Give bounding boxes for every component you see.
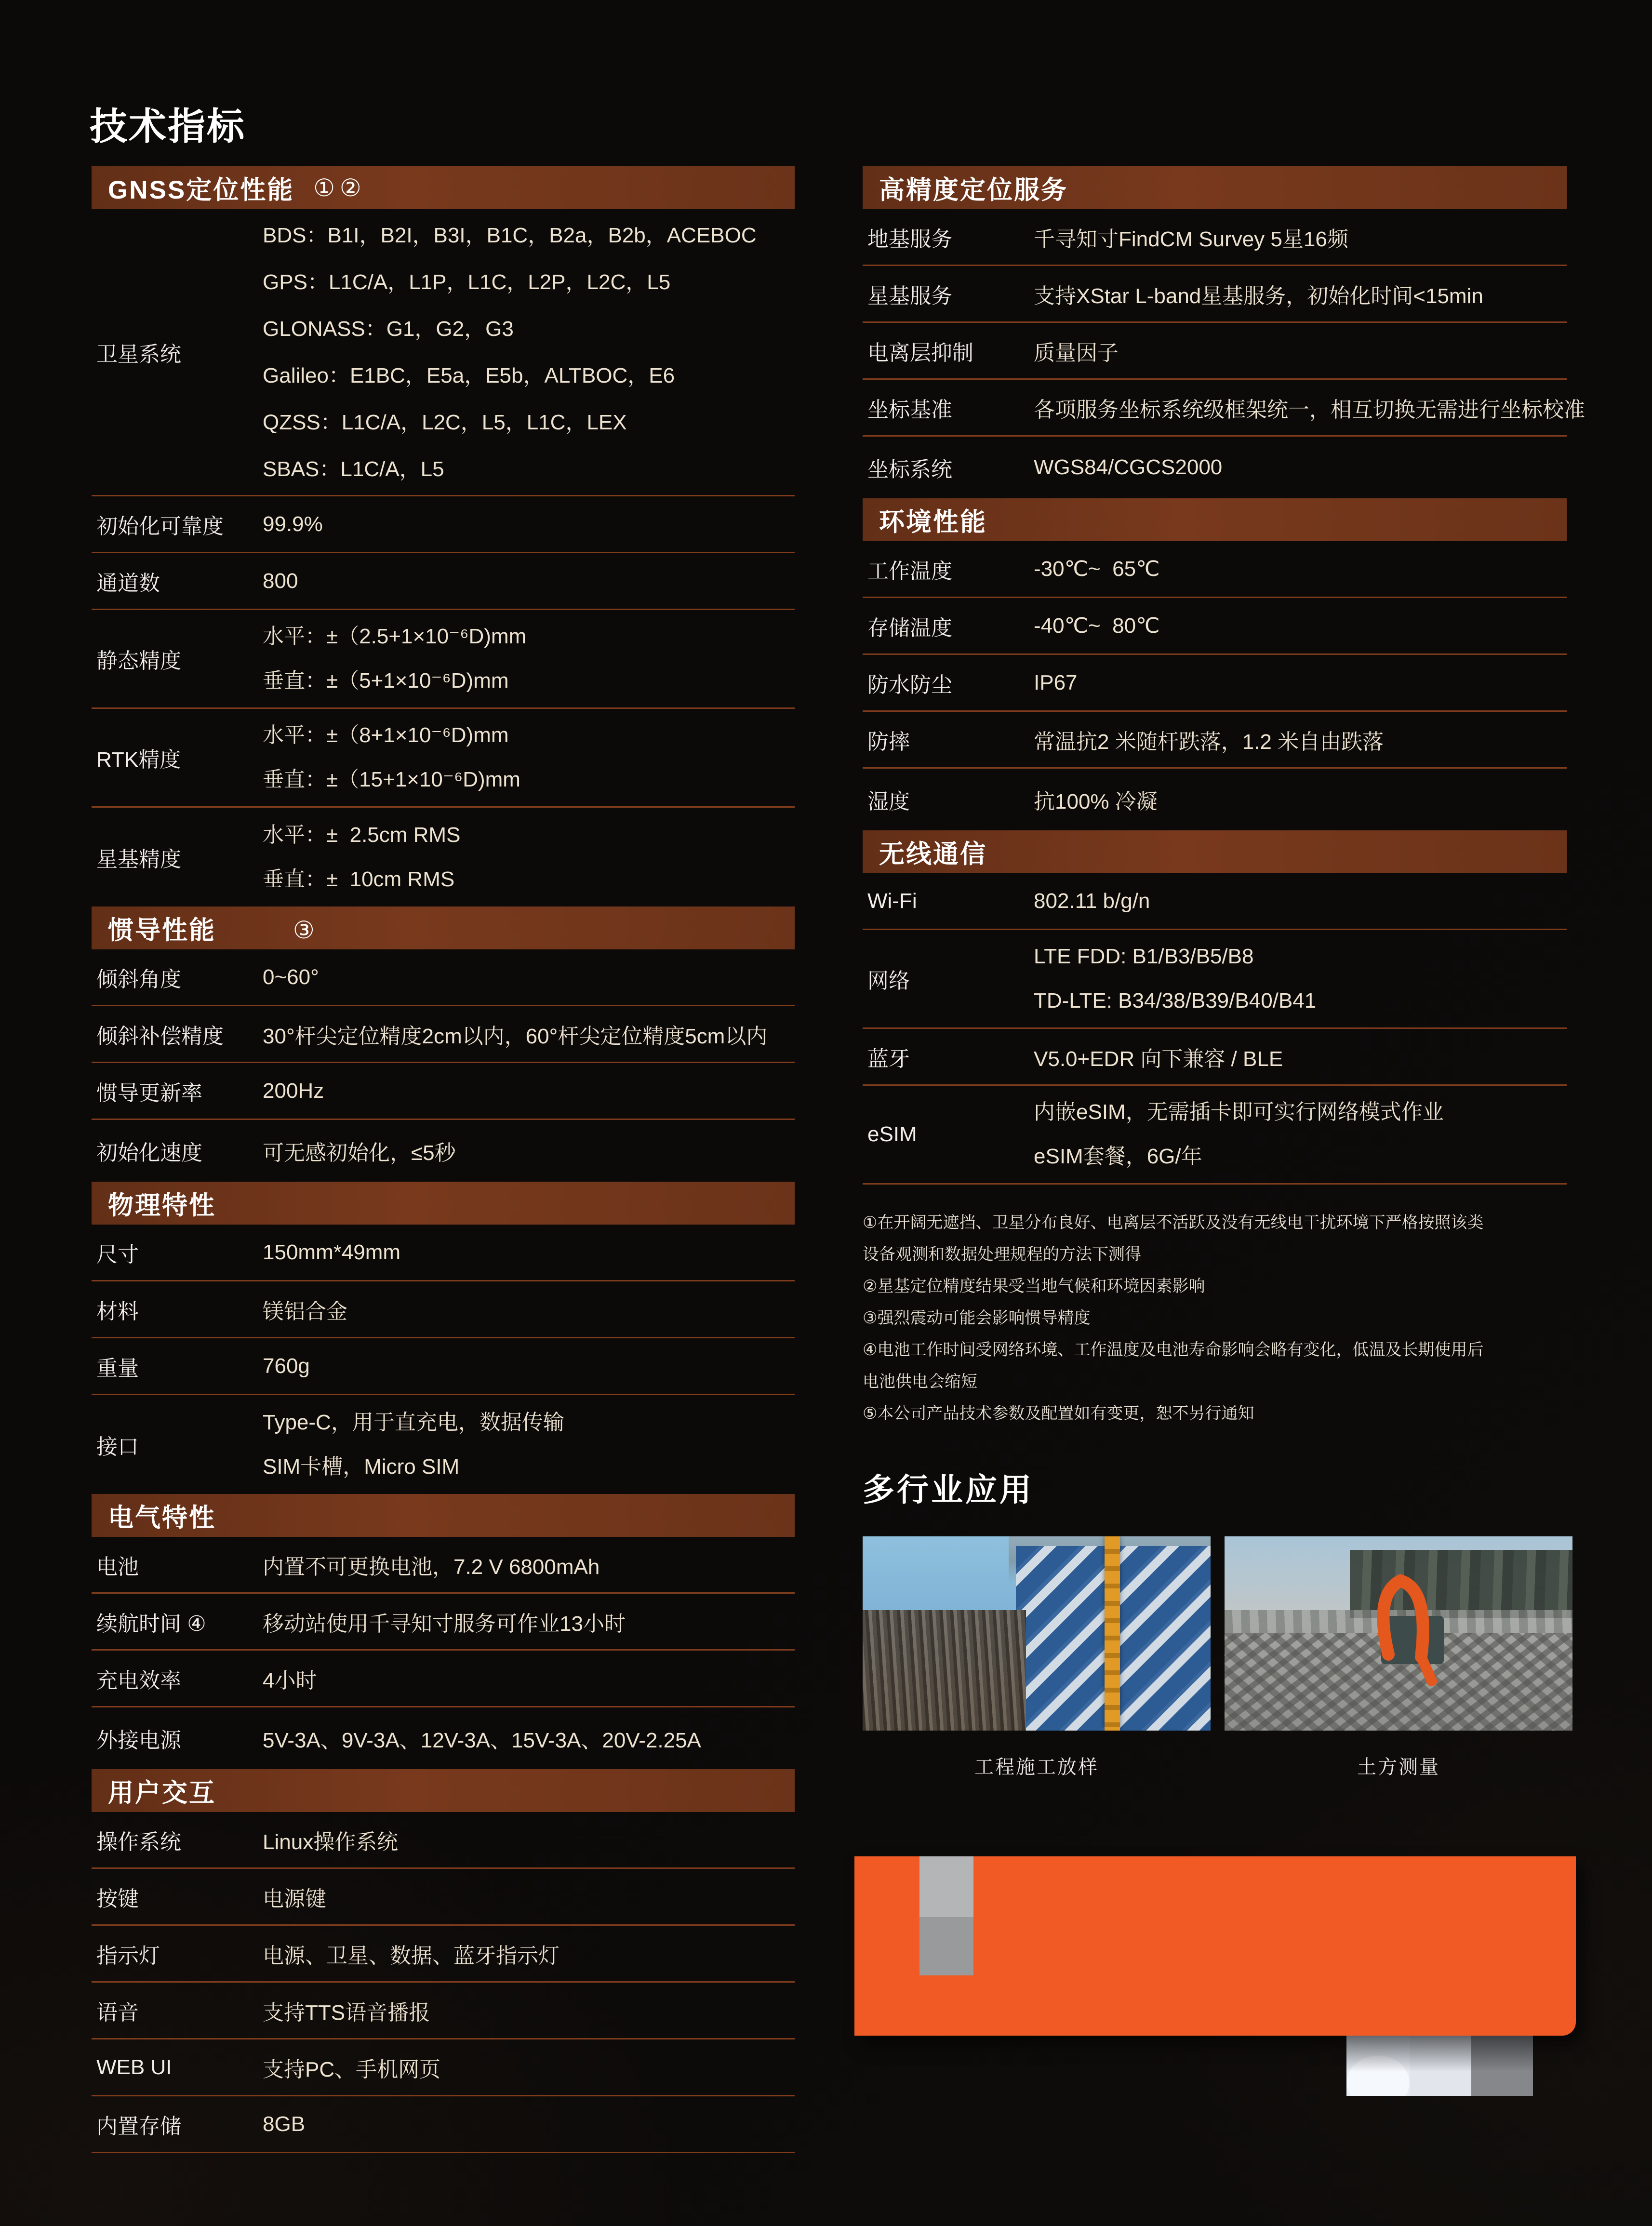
spec-label: 防水防尘 [867,673,952,697]
spec-value: BDS：B1I，B2I，B3I，B1C，B2a，B2b，ACEBOC [263,223,757,247]
spec-values [263,1400,795,1489]
spec-values [263,2052,795,2083]
spec-values [1034,1090,1567,1179]
spec-label: 存储温度 [867,616,952,640]
spec-label: 语音 [96,2000,139,2025]
spec-value: 水平：±（2.5+1×10⁻⁶D)mm [263,625,527,648]
spec-label: 接口 [96,1435,139,1459]
spec-value: 各项服务坐标系统级框架统一，相互切换无需进行坐标校准 [1034,398,1585,422]
section-title: 惯导性能 [108,916,216,945]
spec-row [92,610,795,709]
spec-row [92,1281,795,1338]
spec-value: 支持PC、手机网页 [263,2057,441,2081]
spec-values [263,1079,795,1103]
product-photo-fragment [1346,2036,1533,2096]
section-header [92,1769,795,1812]
product-photo-segment [1346,2036,1410,2096]
construction-stakeout-photo [863,1536,1211,1731]
spec-values [263,614,795,703]
spec-values [1034,1041,1567,1072]
spec-value: 支持XStar L-band星基服务，初始化时间<15min [1034,284,1483,308]
spec-label: 尺寸 [96,1242,139,1266]
section-title: 电气特性 [108,1503,216,1532]
spec-values [263,1240,795,1265]
spec-values [263,1549,795,1580]
left-column [92,166,795,2153]
spec-label: 材料 [96,1299,139,1323]
spec-value: 4小时 [263,1668,317,1693]
spec-values [1034,557,1567,581]
spec-row [92,1063,795,1120]
spec-value: TD-LTE: B34/38/B39/B40/B41 [1034,989,1317,1013]
spec-values [263,2112,795,2136]
spec-label: 星基精度 [96,847,181,871]
footnotes [863,1207,1487,1429]
spec-row [863,323,1567,380]
section-badge-numbers: ①② [313,174,366,201]
spec-label: Wi-Fi [867,889,917,913]
spec-value: 常温抗2 米随杆跌落，1.2 米自由跌落 [1034,730,1384,754]
gray-bar-bottom-segment [919,1917,973,1975]
spec-value: QZSS：L1C/A，L2C，L5，L1C，LEX [263,410,627,434]
spec-values [263,512,795,536]
spec-values [1034,724,1567,755]
spec-value: 802.11 b/g/n [1034,889,1150,913]
spec-values [1034,335,1567,366]
spec-label: 蓝牙 [867,1047,910,1071]
spec-value: -40℃~ 80℃ [1034,614,1160,638]
spec-value: 0~60° [263,965,319,989]
footnote-line: ⑤本公司产品技术参数及配置如有变更，恕不另行通知 [863,1404,1254,1423]
spec-value: eSIM套餐，6G/年 [1034,1145,1202,1168]
spec-value: V5.0+EDR 向下兼容 / BLE [1034,1047,1283,1071]
gray-bar [919,1856,973,1975]
section-header [92,1182,795,1225]
spec-label: 坐标系统 [867,458,952,481]
spec-value: 移动站使用千寻知寸服务可作业13小时 [263,1612,626,1636]
spec-row [863,380,1585,437]
spec-label: 电池 [96,1555,139,1579]
spec-value: Type-C，用于直充电，数据传输 [263,1410,564,1434]
spec-value: SIM卡槽，Micro SIM [263,1454,460,1479]
spec-values [1034,222,1567,253]
footnote-line: ②星基定位精度结果受当地气候和环境因素影响 [863,1277,1205,1295]
section-header [863,166,1567,209]
section-header [92,166,795,209]
footnote-line: ①在开阔无遮挡、卫星分布良好、电离层不活跃及没有无线电干扰环境下严格按照该类设备观测和数据处理规程的方法下测得 [863,1213,1484,1264]
spec-value: 质量因子 [1034,341,1119,365]
excavator-arm [1225,1536,1572,1731]
spec-values [263,1135,795,1166]
spec-value: 内嵌eSIM，无需插卡即可实行网络模式作业 [1034,1100,1444,1124]
industry-title: 多行业应用 [863,1472,1034,1507]
spec-row [863,1086,1567,1185]
spec-values [263,1663,795,1694]
spec-row [92,949,795,1006]
spec-values [263,1606,795,1637]
section-header [863,830,1567,873]
footnote-line: ③强烈震动可能会影响惯导精度 [863,1309,1091,1327]
spec-values [1034,671,1567,695]
spec-values [263,713,795,802]
spec-label: 通道数 [96,571,160,595]
photo-caption: 土方测量 [1357,1756,1440,1778]
product-photo-segment [1410,2036,1471,2096]
spec-row [92,2096,795,2153]
spec-values [263,569,795,593]
spec-row [92,496,795,553]
spec-row [92,2039,795,2096]
section-header [92,906,795,949]
product-photo-segment [1471,2036,1533,2096]
section-title: 无线通信 [879,840,987,868]
spec-row [863,437,1567,498]
spec-row [863,209,1567,266]
spec-row [92,1006,795,1063]
spec-label: 工作温度 [867,559,952,583]
spec-row [92,1120,795,1182]
spec-value: 电源键 [263,1887,326,1911]
spec-value: 99.9% [263,512,323,536]
spec-label: 指示灯 [96,1944,160,1968]
spec-values [1034,279,1567,309]
spec-row [863,1029,1567,1086]
footnote-line: ④电池工作时间受网络环境、工作温度及电池寿命影响会略有变化，低温及长期使用后电池供电会缩短 [863,1341,1484,1391]
spec-label: 坐标基准 [867,398,952,422]
spec-row [863,598,1567,655]
section-header [92,1494,795,1537]
spec-row [863,873,1567,930]
spec-value: 可无感初始化，≤5秒 [263,1141,456,1165]
spec-values [263,1825,795,1855]
spec-row [92,1225,795,1281]
section-header [863,498,1567,541]
spec-label: 按键 [96,1887,139,1911]
spec-value: 千寻知寸FindCM Survey 5星16频 [1034,227,1348,251]
spec-value: 支持TTS语音播报 [263,2000,430,2025]
spec-row [92,209,795,496]
spec-values [263,1938,795,1969]
scaffolding [863,1610,1026,1731]
spec-row [863,769,1567,830]
spec-value: 5V-3A、9V-3A、12V-3A、15V-3A、20V-2.25A [263,1729,701,1752]
spec-values [263,813,795,902]
spec-row [92,1651,795,1707]
section-title: 用户交互 [108,1778,216,1807]
spec-value: 水平：± 2.5cm RMS [263,823,461,847]
spec-values [263,1723,795,1754]
spec-value: 8GB [263,2112,306,2136]
spec-label: 初始化速度 [96,1141,202,1165]
tower-crane-mast [1105,1536,1120,1731]
spec-value: Linux操作系统 [263,1830,399,1854]
page-title: 技术指标 [90,105,246,148]
spec-label: 防摔 [867,730,910,754]
spec-value: 水平：±（8+1×10⁻⁶D)mm [263,723,509,747]
spec-values [1034,889,1567,913]
spec-value: 垂直：±（5+1×10⁻⁶D)mm [263,669,509,693]
spec-label: 湿度 [867,790,910,813]
spec-value: 200Hz [263,1079,324,1103]
spec-value: 760g [263,1354,310,1378]
spec-row [863,930,1567,1029]
section-title: GNSS定位性能 [108,175,294,204]
section-title: 环境性能 [879,507,987,536]
section-badge-numbers: ③ [235,916,320,944]
spec-values [263,1881,795,1912]
spec-value: 镁铝合金 [263,1299,347,1323]
spec-row [92,1594,795,1651]
spec-value: SBAS：L1C/A，L5 [263,457,444,481]
spec-row [863,266,1567,323]
spec-row [92,1926,795,1983]
earthwork-survey-photo [1225,1536,1572,1731]
gray-bar-top-segment [919,1856,973,1917]
right-column [863,166,1585,2096]
brand-orange-block [854,1856,1576,2036]
spec-label: 倾斜角度 [96,967,181,991]
spec-value: 垂直：±（15+1×10⁻⁶D)mm [263,768,520,791]
spec-value: 800 [263,569,298,593]
spec-label: RTK精度 [96,748,181,772]
spec-label: 外接电源 [96,1729,181,1752]
photo-caption: 工程施工放样 [974,1756,1099,1778]
section-title: 物理特性 [108,1191,216,1220]
spec-label: 操作系统 [96,1830,181,1854]
right-sections [863,166,1585,1185]
spec-row [863,655,1567,712]
spec-label: 地基服务 [867,227,952,251]
spec-values [1034,934,1567,1023]
spec-row [92,709,795,808]
spec-row [863,541,1567,598]
spec-values [1034,784,1567,815]
application-item-earthwork [1225,1536,1572,1779]
spec-values [263,1354,795,1378]
spec-row [92,1812,795,1869]
spec-values [263,1294,795,1325]
spec-value: 内置不可更换电池，7.2 V 6800mAh [263,1555,600,1579]
spec-values [1034,392,1585,423]
spec-values [263,1995,795,2026]
spec-label: 静态精度 [96,649,181,673]
spec-label: 网络 [867,969,910,993]
spec-value: GLONASS：G1，G2，G3 [263,317,514,341]
spec-value: Galileo：E1BC，E5a，E5b，ALTBOC，E6 [263,363,675,387]
spec-value: 电源、卫星、数据、蓝牙指示灯 [263,1944,560,1968]
spec-row [92,1395,795,1494]
spec-row [92,1338,795,1395]
spec-values [263,212,795,493]
spec-values [263,1019,795,1050]
spec-value: 抗100% 冷凝 [1034,790,1158,813]
spec-row [92,808,795,906]
spec-row [92,1869,795,1926]
spec-label: 内置存储 [96,2114,181,2138]
spec-label: 电离层抑制 [867,341,973,365]
spec-value: 30°杆尖定位精度2cm以内，60°杆尖定位精度5cm以内 [263,1024,768,1048]
spec-row [92,553,795,610]
spec-value: GPS：L1C/A，L1P，L1C，L2P，L2C，L5 [263,270,671,294]
spec-value: -30℃~ 65℃ [1034,557,1160,581]
spec-label: 充电效率 [96,1668,181,1693]
spec-values [1034,455,1567,480]
spec-label: 星基服务 [867,284,952,308]
spec-value: LTE FDD: B1/B3/B5/B8 [1034,945,1254,968]
spec-label: 倾斜补偿精度 [96,1024,224,1048]
spec-value: 垂直：± 10cm RMS [263,867,455,891]
spec-label: 重量 [96,1356,139,1380]
spec-label: 惯导更新率 [96,1081,202,1105]
spec-row [92,1983,795,2039]
spec-label: 续航时间 ④ [96,1612,206,1636]
spec-value: IP67 [1034,670,1078,694]
spec-label: eSIM [867,1122,917,1146]
spec-label: WEB UI [96,2055,172,2079]
spec-value: WGS84/CGCS2000 [1034,455,1223,479]
spec-row [863,712,1567,769]
section-title: 高精度定位服务 [879,175,1068,204]
application-photos [863,1536,1567,1779]
spec-label: 卫星系统 [96,342,181,366]
spec-row [92,1537,795,1594]
spec-values [1034,613,1567,638]
spec-label: 初始化可靠度 [96,514,224,538]
application-item-stakeout [863,1536,1211,1779]
spec-values [263,965,795,989]
spec-row [92,1707,795,1769]
spec-value: 150mm*49mm [263,1240,401,1264]
